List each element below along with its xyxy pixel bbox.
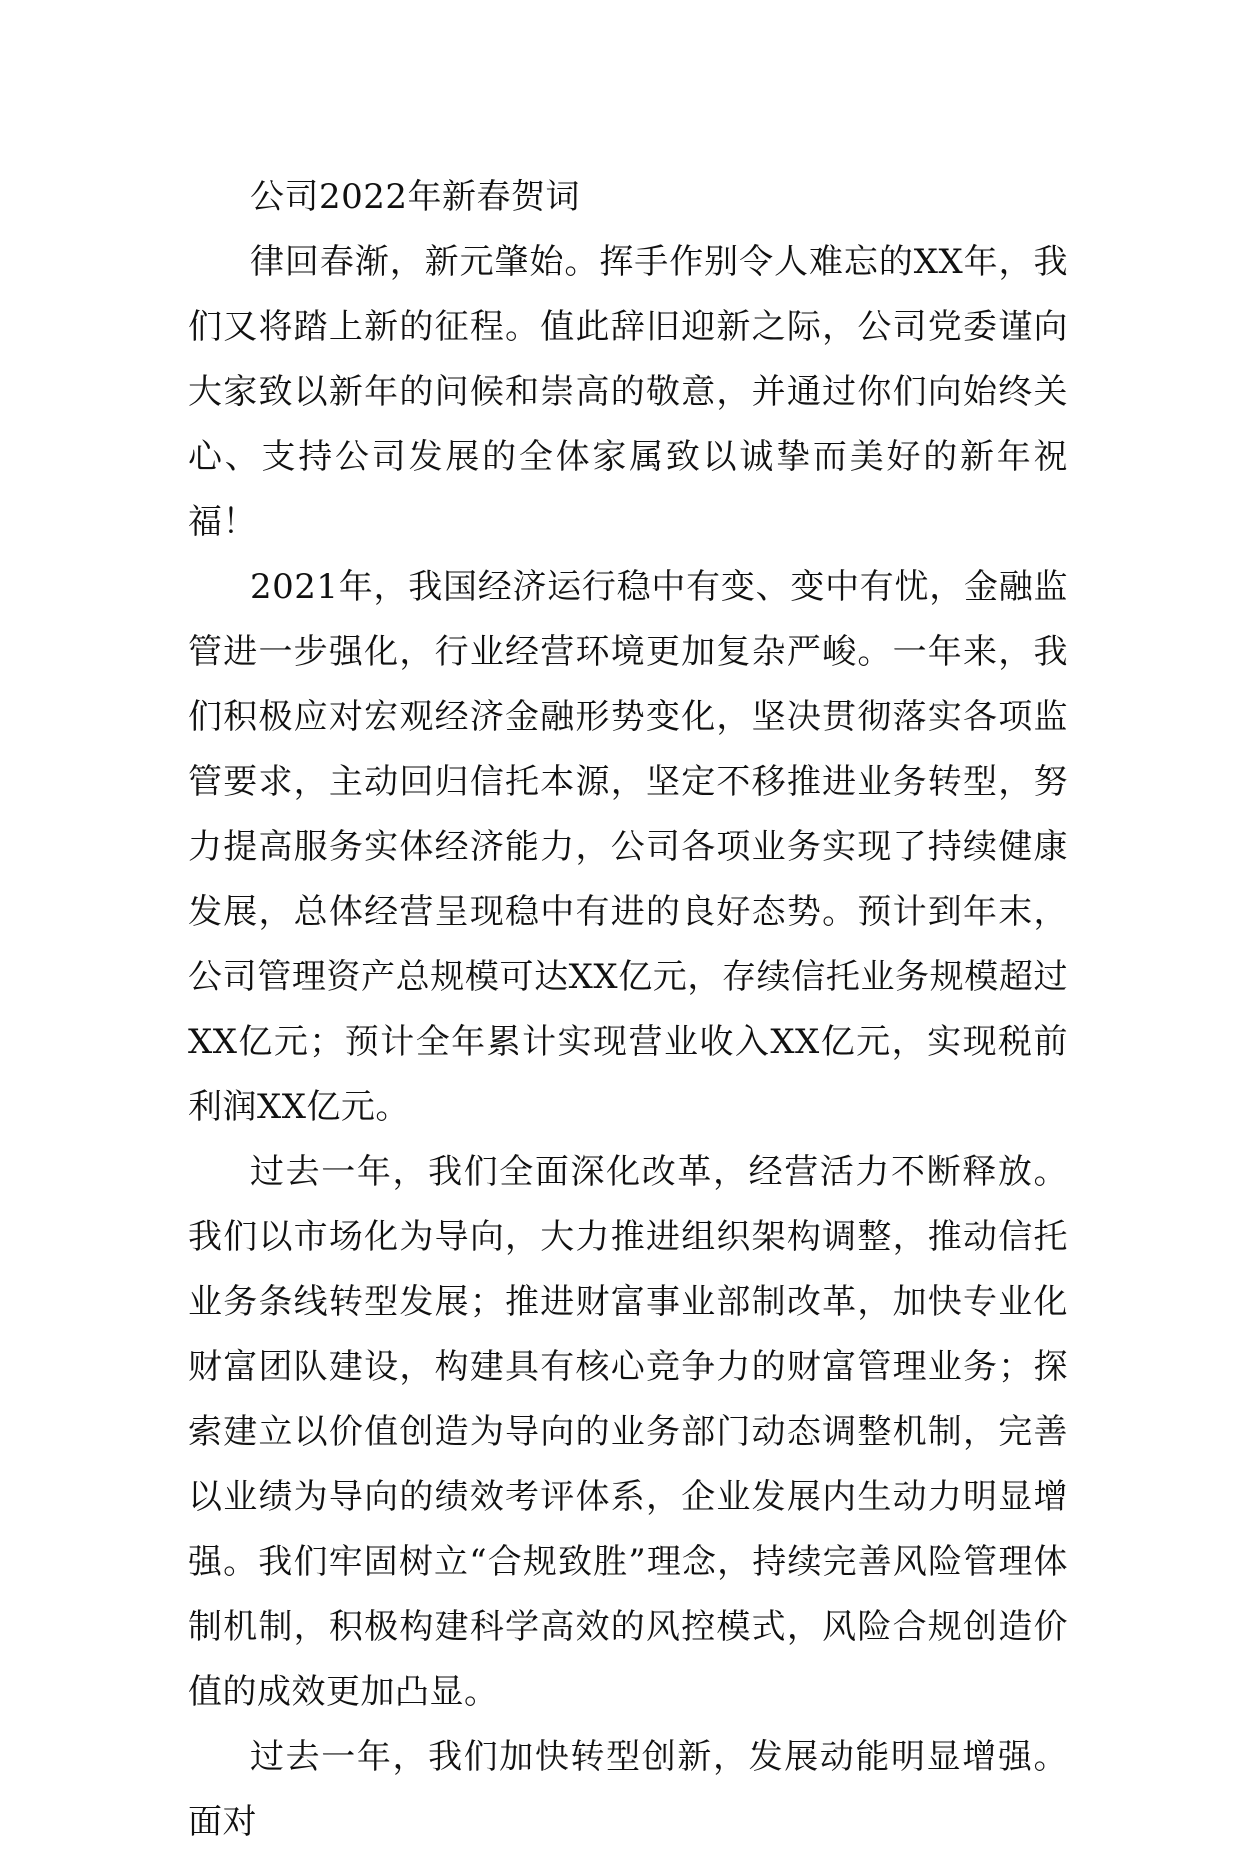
paragraph-2021-review: 2021年，我国经济运行稳中有变、变中有忧，金融监管进一步强化，行业经营环境更加复杂严峻。一年来，我们积极应对宏观经济金融形势变化，坚决贯彻落实各项监管要求，主动回归信托本源，坚定不移推进业务转型，努力提高服务实体经济能力，公司各项业务实现了持续健康发展，总体经营呈现稳中有进的良好态势。预计到年末，公司管理资产总规模可达XX亿元，存续信托业务规模超过XX亿元；预计全年累计实现营业收入XX亿元，实现税前利润XX亿元。 xyxy=(188,567,1068,1127)
paragraph-opening: 律回春渐，新元肇始。挥手作别令人难忘的XX年，我们又将踏上新的征程。值此辞旧迎新之际，公司党委谨向大家致以新年的问候和崇高的敬意，并通过你们向始终关心、支持公司发展的全体家属致以诚挚而美好的新年祝福！ xyxy=(188,242,1068,542)
document-title: 公司2022年新春贺词 xyxy=(250,177,581,217)
paragraph-reform: 过去一年，我们全面深化改革，经营活力不断释放。我们以市场化为导向，大力推进组织架构调整，推动信托业务条线转型发展；推进财富事业部制改革，加快专业化财富团队建设，构建具有核心竞争力的财富管理业务；探索建立以价值创造为导向的业务部门动态调整机制，完善以业绩为导向的绩效考评体系，企业发展内生动力明显增强。我们牢固树立“合规致胜”理念，持续完善风险管理体制机制，积极构建科学高效的风控模式，风险合规创造价值的成效更加凸显。 xyxy=(188,1152,1068,1712)
paragraph-innovation: 过去一年，我们加快转型创新，发展动能明显增强。面对 xyxy=(188,1737,1068,1842)
document-body xyxy=(188,165,1068,1855)
